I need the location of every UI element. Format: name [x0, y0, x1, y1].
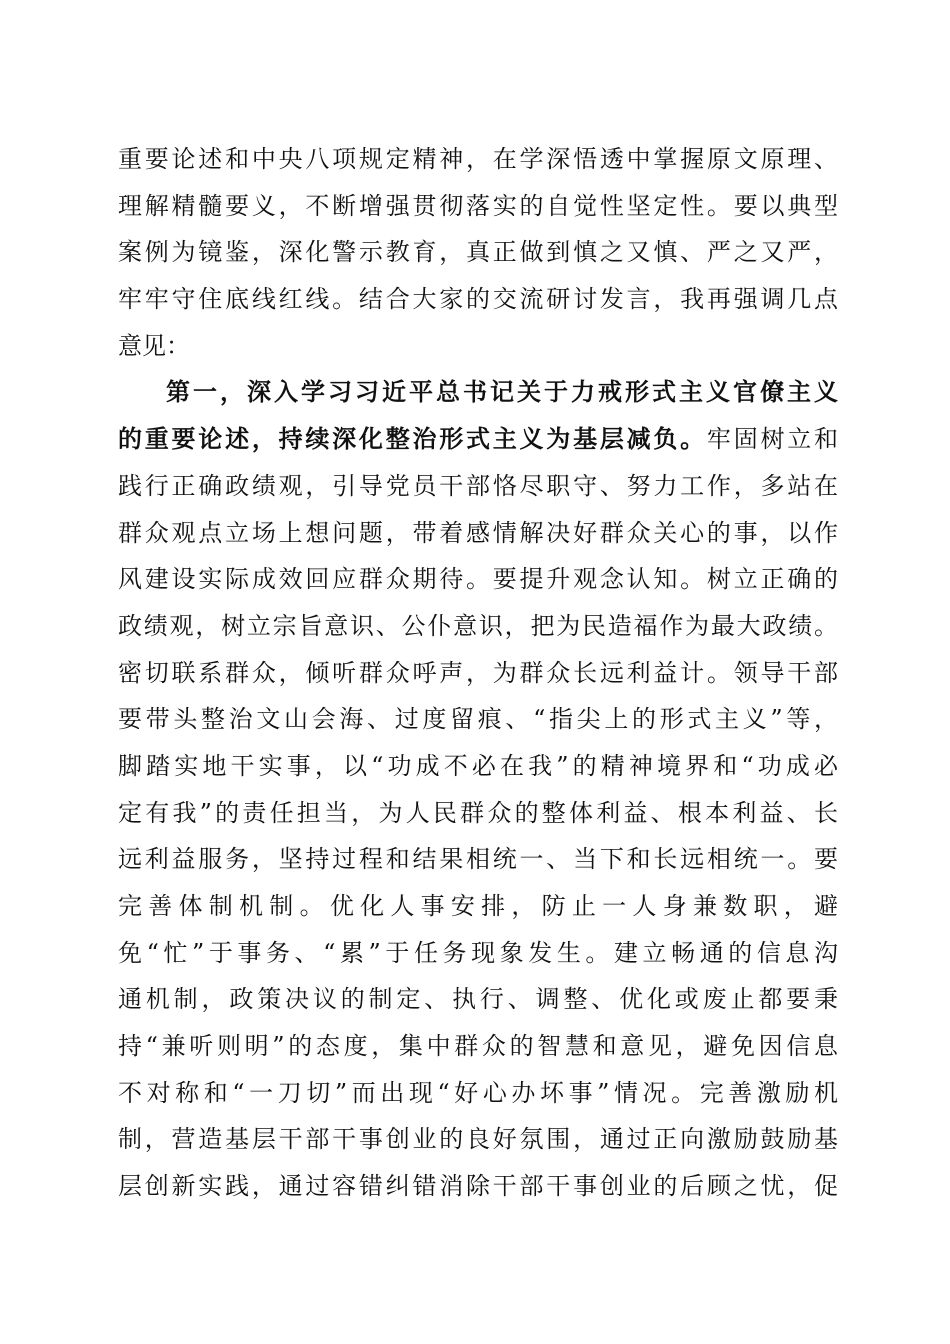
first-point-line-16: 层创新实践，通过容错纠错消除干部干事创业的后顾之忧，促	[118, 1172, 838, 1201]
first-point-line-7: 脚踏实地干实事，以“功成不必在我”的精神境界和“功成必	[118, 751, 838, 780]
first-point-line-4: 政绩观，树立宗旨意识、公仆意识，把为民造福作为最大政绩。	[118, 611, 838, 640]
intro-line-1: 重要论述和中央八项规定精神，在学深悟透中掌握原文原理、	[118, 145, 838, 173]
first-point-line-9: 远利益服务，坚持过程和结果相统一、当下和长远相统一。要	[118, 845, 838, 874]
first-point-line-15: 制，营造基层干部干事创业的良好氛围，通过正向激励鼓励基	[118, 1125, 838, 1154]
first-point-line-3: 风建设实际成效回应群众期待。要提升观念认知。树立正确的	[118, 565, 838, 594]
intro-line-3: 案例为镜鉴，深化警示教育，真正做到慎之又慎、严之又严，	[118, 238, 838, 267]
first-point-line-14: 不对称和“一刀切”而出现“好心办坏事”情况。完善激励机	[118, 1078, 838, 1107]
first-point-line-6: 要带头整治文山会海、过度留痕、“指尖上的形式主义”等，	[118, 705, 838, 734]
first-point-line-11: 免“忙”于事务、“累”于任务现象发生。建立畅通的信息沟	[118, 938, 838, 967]
first-point-line-13: 持“兼听则明”的态度，集中群众的智慧和意见，避免因信息	[118, 1032, 838, 1061]
first-point-line-8: 定有我”的责任担当，为人民群众的整体利益、根本利益、长	[118, 798, 838, 827]
first-point-heading-line-2	[118, 416, 838, 463]
first-point-line-12: 通机制，政策决议的制定、执行、调整、优化或废止都要秉	[118, 985, 838, 1014]
body-text	[118, 136, 838, 1210]
first-point-line-10: 完善体制机制。优化人事安排，防止一人身兼数职，避	[118, 892, 838, 920]
first-point-line-2: 群众观点立场上想问题，带着感情解决好群众关心的事，以作	[118, 518, 838, 547]
intro-line-4: 牢牢守住底线红线。结合大家的交流研讨发言，我再强调几点	[118, 285, 838, 314]
first-point-line-1: 践行正确政绩观，引导党员干部恪尽职守、努力工作，多站在	[118, 471, 838, 500]
first-point-line-5: 密切联系群众，倾听群众呼声，为群众长远利益计。领导干部	[118, 658, 838, 687]
first-point-heading-bold: 的重要论述，持续深化整治形式主义为基层减负。	[118, 424, 707, 454]
first-point-heading-line-1: 第一，深入学习习近平总书记关于力戒形式主义官僚主义	[166, 377, 838, 407]
first-point-heading-rest: 牢固树立和	[706, 425, 838, 454]
intro-line-2: 理解精髓要义，不断增强贯彻落实的自觉性坚定性。要以典型	[118, 191, 838, 220]
intro-line-5: 意见：	[118, 331, 190, 360]
